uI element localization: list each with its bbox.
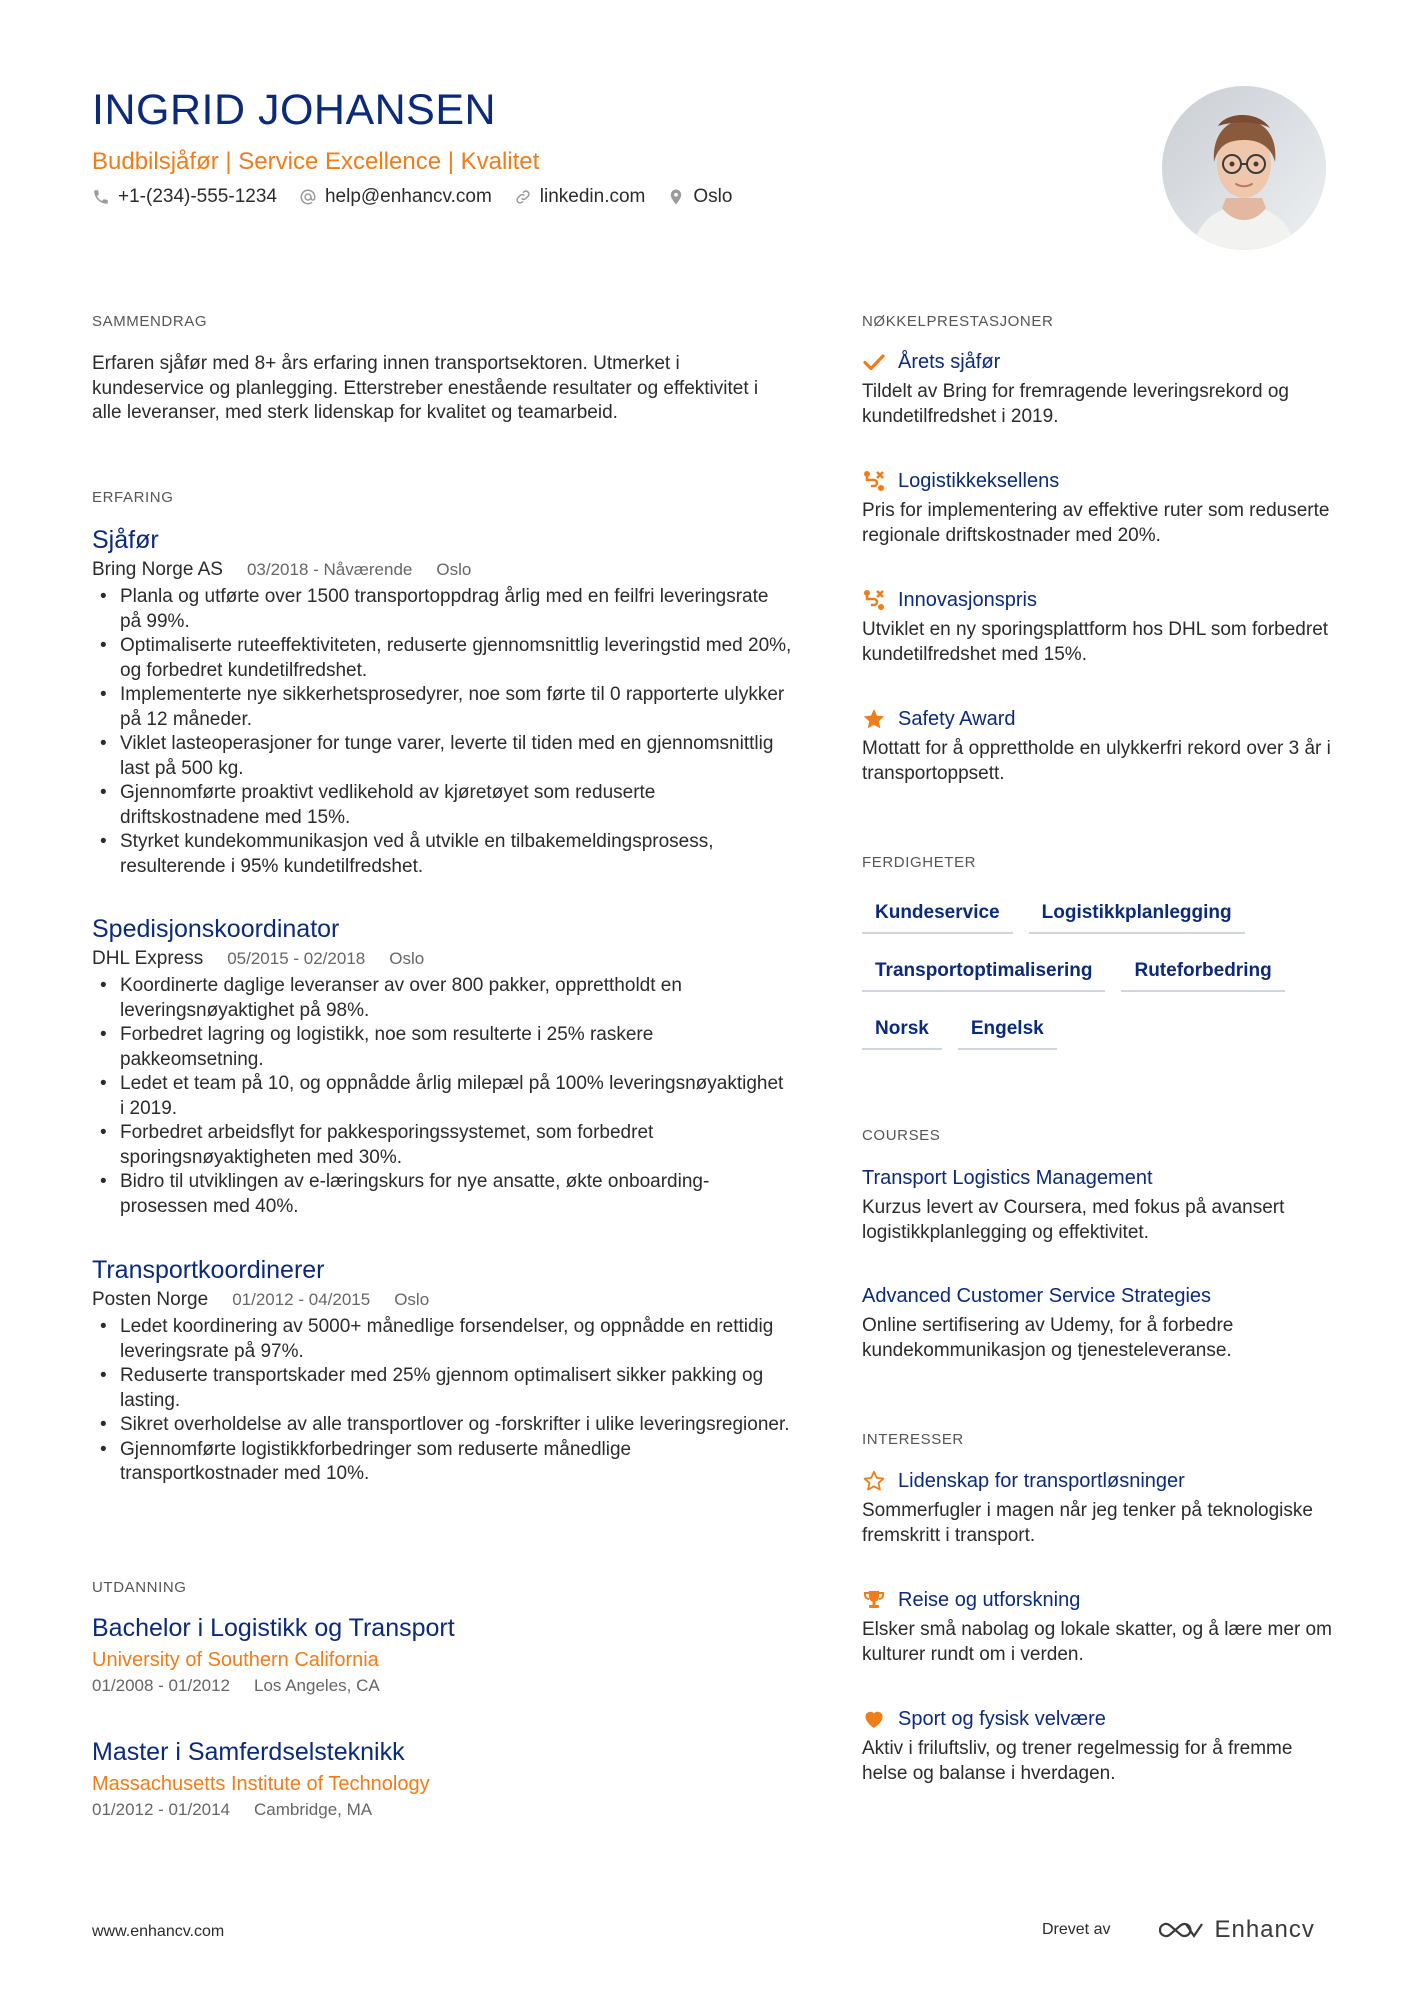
trophy-icon [862,1588,886,1612]
job-date: 05/2015 - 02/2018 [227,949,366,968]
skills-list [862,902,1342,1076]
footer-website[interactable]: www.enhancv.com [92,1923,225,1940]
at-icon [299,188,317,206]
checkmark-icon [862,350,886,374]
interest-heading [862,1469,1332,1493]
education-date: 01/2008 - 01/2012 [92,1676,231,1695]
summary-text: Erfaren sjåfør med 8+ års erfaring innen transportsektoren. Utmerket i kundeservice og planlegging. Etterstreber enestående resultater og effektivitet i alle leveranser, med sterk lidenskap for kvalitet og teamarbeid. [92,353,759,423]
interests-section-title: INTERESSER [862,1431,964,1448]
achievement-title: Safety Award [898,707,1016,730]
link-icon [514,188,532,206]
candidate-tagline: Budbilsjåfør | Service Excellence | Kvalitet [92,148,540,175]
bullet-item: • Gjennomførte proaktivt vedlikehold av kjøretøyet som reduserte driftskostnadene med 15%. [92,781,792,830]
phone-text: +1-(234)-555-1234 [118,186,277,207]
school-name: Massachusetts Institute of Technology [92,1773,430,1795]
job-location: Oslo [389,949,425,968]
star-outline-icon [862,1469,886,1493]
job-location: Oslo [394,1290,430,1309]
star-icon [862,707,886,731]
achievement-item [862,350,1332,429]
education-meta [92,1800,792,1820]
job-date: 01/2012 - 04/2015 [232,1290,371,1309]
education-item [92,1738,792,1820]
bullet-item: • Koordinerte daglige leveranser av over 800 pakker, opprettholdt en leveringsnøyaktighet på 98%. [92,974,792,1023]
interest-title: Sport og fysisk velvære [898,1707,1106,1730]
job-bullets [92,585,792,879]
course-title: Transport Logistics Management [862,1167,1153,1189]
brand-name: Enhancv [1214,1916,1315,1943]
achievement-heading [862,469,1332,493]
bullet-item: • Forbedret arbeidsflyt for pakkesporingssystemet, som forbedret sporingsnøyaktigheten med 30%. [92,1121,792,1170]
job-company: Bring Norge AS [92,559,223,580]
interest-desc: Aktiv i friluftsliv, og trener regelmessig for å fremme helse og balanse i hverdagen. [862,1738,1293,1784]
achievement-title: Logistikkeksellens [898,469,1060,492]
job-title: Spedisjonskoordinator [92,915,340,943]
course-desc: Kurzus levert av Coursera, med fokus på avansert logistikkplanlegging og effektivitet. [862,1197,1285,1243]
achievement-title: Årets sjåfør [898,350,1001,373]
skill-tag: Transportoptimalisering [862,960,1105,992]
school-name: University of Southern California [92,1649,379,1671]
achievement-heading [862,707,1332,731]
education-section-title: UTDANNING [92,1579,187,1596]
course-item [862,1285,1332,1363]
skill-tag: Logistikkplanlegging [1029,902,1245,934]
job-meta [92,559,792,581]
achievement-item [862,588,1332,667]
route-icon [862,469,886,493]
achievement-desc: Pris for implementering av effektive ruter som reduserte regionale driftskostnader med 20%. [862,500,1330,546]
education-meta [92,1676,792,1696]
degree-title: Master i Samferdselsteknikk [92,1738,405,1766]
bullet-item: • Implementerte nye sikkerhetsprosedyrer, noe som førte til 0 rapporterte ulykker på 12 måneder. [92,683,792,732]
bullet-item: • Planla og utførte over 1500 transportoppdrag årlig med en feilfri leveringsrate på 99%. [92,585,792,634]
interest-item [862,1469,1332,1548]
skills-section-title: FERDIGHETER [862,854,977,871]
job-date: 03/2018 - Nåværende [246,560,413,579]
bullet-item: • Ledet koordinering av 5000+ månedlige forsendelser, og oppnådde en rettidig leveringsrate på 97%. [92,1315,792,1364]
interest-heading [862,1707,1332,1731]
education-date: 01/2012 - 01/2014 [92,1800,231,1819]
experience-item [92,915,792,1219]
email-text: help@enhancv.com [324,186,492,207]
linkedin-text: linkedin.com [539,186,646,207]
job-meta [92,1289,792,1311]
interest-title: Reise og utforskning [898,1588,1081,1611]
experience-section-title: ERFARING [92,489,174,506]
profile-photo [1162,86,1326,250]
achievement-desc: Tildelt av Bring for fremragende leveringsrekord og kundetilfredshet i 2019. [862,381,1289,427]
experience-item [92,1256,792,1487]
powered-by-label: Drevet av [1042,1921,1111,1938]
footer-branding [1042,1916,1315,1944]
experience-item [92,526,792,879]
course-item [862,1167,1332,1245]
job-meta [92,948,792,970]
location-text: Oslo [693,186,733,207]
education-location: Los Angeles, CA [254,1676,380,1695]
bullet-item: • Forbedret lagring og logistikk, noe som resulterte i 25% raskere pakkeomsetning. [92,1023,792,1072]
job-location: Oslo [436,560,472,579]
bullet-item: • Viklet lasteoperasjoner for tunge varer, leverte til tiden med en gjennomsnittlig last på 500 kg. [92,732,792,781]
phone-icon [92,188,110,206]
bullet-item: • Styrket kundekommunikasjon ved å utvikle en tilbakemeldingsprosess, resulterende i 95% kundetilfredshet. [92,830,792,879]
skill-tag: Engelsk [958,1018,1057,1050]
achievement-desc: Mottatt for å opprettholde en ulykkerfri rekord over 3 år i transportoppsett. [862,738,1331,784]
skill-tag: Norsk [862,1018,942,1050]
contact-linkedin[interactable] [514,186,646,208]
candidate-name: INGRID JOHANSEN [92,86,497,134]
bullet-item: • Reduserte transportskader med 25% gjennom optimalisert sikker pakking og lasting. [92,1364,792,1413]
achievement-heading [862,350,1332,374]
contact-phone[interactable] [92,186,277,208]
contact-row [92,186,754,208]
skill-tag: Ruteforbedring [1121,960,1284,992]
job-title: Transportkoordinerer [92,1256,325,1284]
job-title: Sjåfør [92,526,159,554]
achievement-item [862,707,1332,786]
degree-title: Bachelor i Logistikk og Transport [92,1614,455,1642]
education-location: Cambridge, MA [254,1800,373,1819]
interest-item [862,1588,1332,1667]
job-company: DHL Express [92,948,204,969]
contact-location [667,186,732,208]
interest-desc: Sommerfugler i magen når jeg tenker på teknologiske fremskritt i transport. [862,1500,1313,1546]
bullet-item: • Optimaliserte ruteeffektiviteten, reduserte gjennomsnittlig leveringstid med 20%, og forbedret kundetilfredshet. [92,634,792,683]
route-icon [862,588,886,612]
course-desc: Online sertifisering av Udemy, for å forbedre kundekommunikasjon og tjenesteleveranse. [862,1315,1234,1361]
enhancv-logo-icon [1156,1918,1204,1942]
achievement-heading [862,588,1332,612]
bullet-item: • Gjennomførte logistikkforbedringer som reduserte månedlige transportkostnader med 10%. [92,1438,792,1487]
job-bullets [92,1315,792,1487]
bullet-item: • Ledet et team på 10, og oppnådde årlig milepæl på 100% leveringsnøyaktighet i 2019. [92,1072,792,1121]
contact-email[interactable] [299,186,492,208]
interest-heading [862,1588,1332,1612]
brand-logo[interactable] [1156,1916,1314,1944]
avatar [1162,86,1326,250]
summary-section-title: SAMMENDRAG [92,313,208,330]
achievements-section-title: NØKKELPRESTASJONER [862,313,1054,330]
bullet-item: • Bidro til utviklingen av e-læringskurs for nye ansatte, økte onboarding-prosessen med 40%. [92,1170,792,1219]
interest-title: Lidenskap for transportløsninger [898,1469,1185,1492]
job-company: Posten Norge [92,1289,209,1310]
achievement-title: Innovasjonspris [898,588,1037,611]
interest-desc: Elsker små nabolag og lokale skatter, og å lære mer om kulturer rundt om i verden. [862,1619,1332,1665]
courses-section-title: COURSES [862,1127,941,1144]
education-item [92,1614,792,1696]
heart-icon [862,1707,886,1731]
course-title: Advanced Customer Service Strategies [862,1285,1212,1307]
location-pin-icon [667,188,685,206]
bullet-item: • Sikret overholdelse av alle transportlover og -forskrifter i ulike leveringsregioner. [92,1413,792,1438]
achievement-item [862,469,1332,548]
interest-item [862,1707,1332,1786]
skill-tag: Kundeservice [862,902,1013,934]
achievement-desc: Utviklet en ny sporingsplattform hos DHL som forbedret kundetilfredshet med 15%. [862,619,1329,665]
job-bullets [92,974,792,1219]
